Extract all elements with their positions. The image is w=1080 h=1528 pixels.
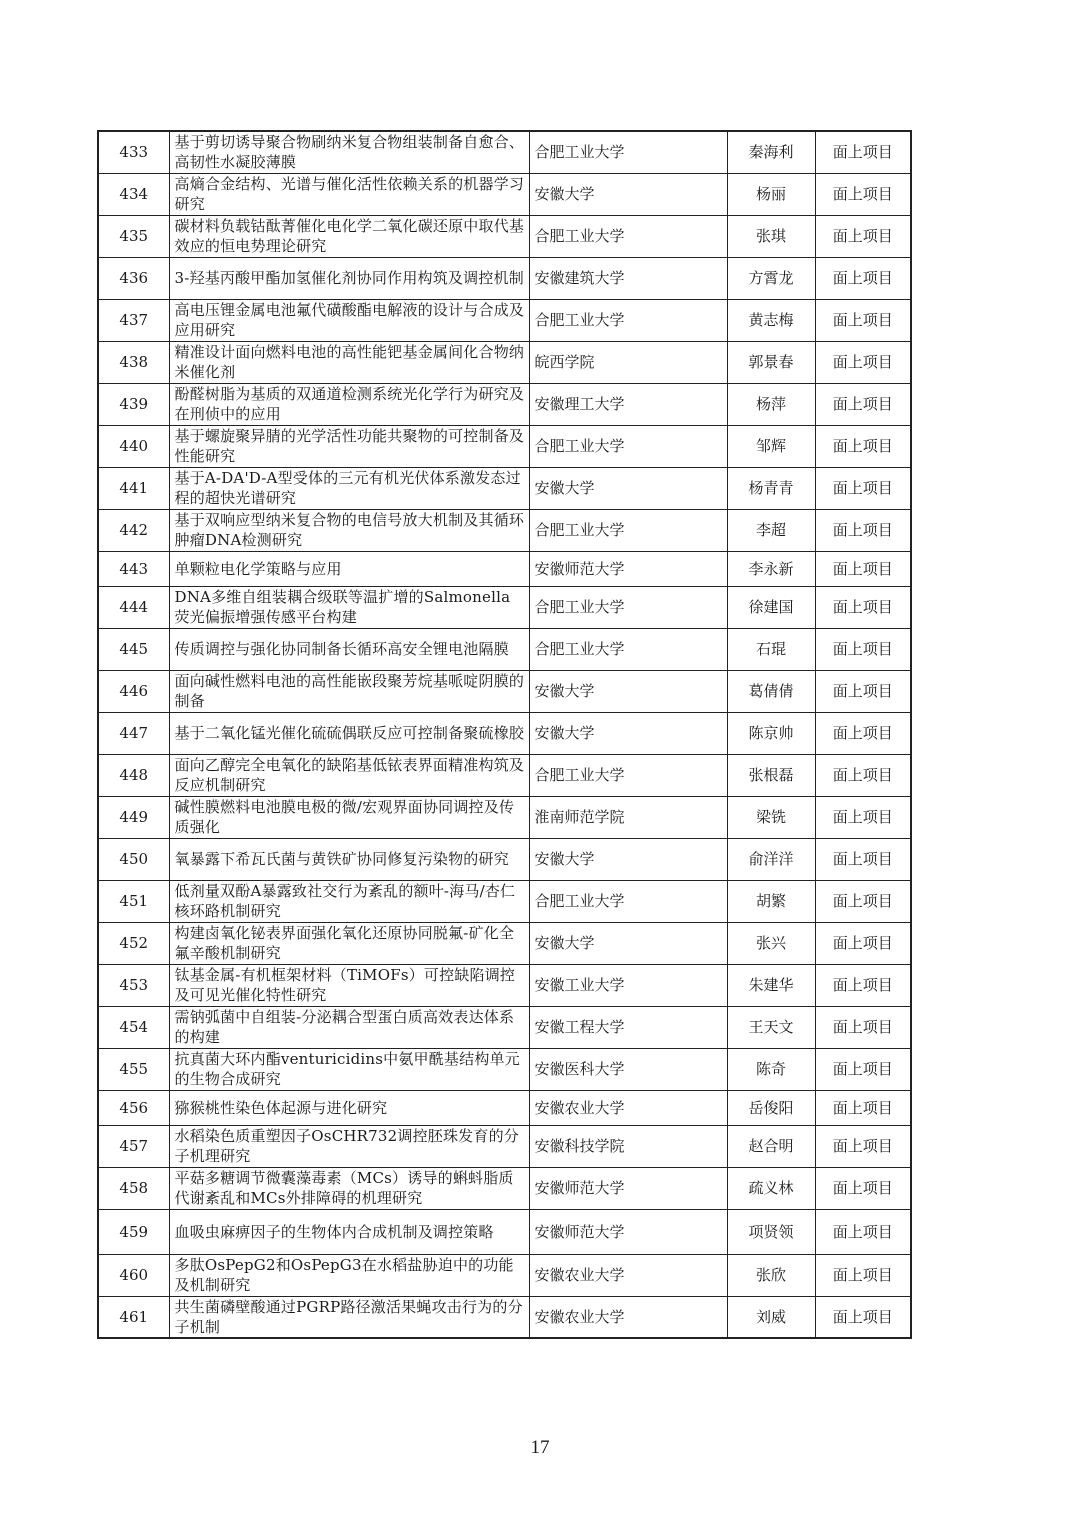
- project-title-cell: 基于双响应型纳米复合物的电信号放大机制及其循环肿瘤DNA检测研究: [169, 509, 529, 551]
- institution-cell: 合肥工业大学: [529, 880, 727, 922]
- investigator-cell: 朱建华: [727, 964, 815, 1006]
- table-row: [98, 467, 911, 509]
- row-number-cell: 459: [98, 1209, 169, 1254]
- table-row: [98, 1125, 911, 1167]
- investigator-cell: 郭景春: [727, 341, 815, 383]
- project-title-cell: 基于剪切诱导聚合物刷纳米复合物组装制备自愈合、高韧性水凝胶薄膜: [169, 131, 529, 173]
- row-number-cell: 438: [98, 341, 169, 383]
- row-number-cell: 445: [98, 628, 169, 670]
- project-type-cell: 面上项目: [815, 1125, 911, 1167]
- table-row: [98, 509, 911, 551]
- row-number-cell: 451: [98, 880, 169, 922]
- project-title-cell: DNA多维自组装耦合级联等温扩增的Salmonella荧光偏振增强传感平台构建: [169, 586, 529, 628]
- project-title-cell: 抗真菌大环内酯venturicidins中氨甲酰基结构单元的生物合成研究: [169, 1048, 529, 1090]
- project-type-cell: 面上项目: [815, 299, 911, 341]
- project-type-cell: 面上项目: [815, 509, 911, 551]
- institution-cell: 安徽大学: [529, 467, 727, 509]
- project-type-cell: 面上项目: [815, 551, 911, 586]
- row-number-cell: 434: [98, 173, 169, 215]
- project-title-cell: 多肽OsPepG2和OsPepG3在水稻盐胁迫中的功能及机制研究: [169, 1254, 529, 1296]
- institution-cell: 安徽医科大学: [529, 1048, 727, 1090]
- table-row: [98, 838, 911, 880]
- project-title-cell: 3-羟基丙酸甲酯加氢催化剂协同作用构筑及调控机制: [169, 257, 529, 299]
- table-row: [98, 880, 911, 922]
- project-type-cell: 面上项目: [815, 173, 911, 215]
- row-number-cell: 433: [98, 131, 169, 173]
- project-title-cell: 需钠弧菌中自组装-分泌耦合型蛋白质高效表达体系的构建: [169, 1006, 529, 1048]
- table-row: [98, 425, 911, 467]
- investigator-cell: 张兴: [727, 922, 815, 964]
- project-type-cell: 面上项目: [815, 1006, 911, 1048]
- institution-cell: 合肥工业大学: [529, 509, 727, 551]
- project-title-cell: 水稻染色质重塑因子OsCHR732调控胚珠发育的分子机理研究: [169, 1125, 529, 1167]
- project-type-cell: 面上项目: [815, 670, 911, 712]
- project-title-cell: 构建卤氧化铋表界面强化氧化还原协同脱氟-矿化全氟辛酸机制研究: [169, 922, 529, 964]
- project-type-cell: 面上项目: [815, 131, 911, 173]
- institution-cell: 合肥工业大学: [529, 131, 727, 173]
- row-number-cell: 460: [98, 1254, 169, 1296]
- institution-cell: 安徽科技学院: [529, 1125, 727, 1167]
- project-type-cell: 面上项目: [815, 838, 911, 880]
- project-type-cell: 面上项目: [815, 1090, 911, 1125]
- project-title-cell: 精准设计面向燃料电池的高性能钯基金属间化合物纳米催化剂: [169, 341, 529, 383]
- table-row: [98, 1296, 911, 1338]
- table-row: [98, 383, 911, 425]
- table-row: [98, 215, 911, 257]
- investigator-cell: 邹辉: [727, 425, 815, 467]
- project-title-cell: 单颗粒电化学策略与应用: [169, 551, 529, 586]
- investigator-cell: 王天文: [727, 1006, 815, 1048]
- row-number-cell: 449: [98, 796, 169, 838]
- project-type-cell: 面上项目: [815, 1209, 911, 1254]
- institution-cell: 安徽大学: [529, 670, 727, 712]
- project-type-cell: 面上项目: [815, 1254, 911, 1296]
- institution-cell: 合肥工业大学: [529, 299, 727, 341]
- project-title-cell: 低剂量双酚A暴露致社交行为紊乱的额叶-海马/杏仁核环路机制研究: [169, 880, 529, 922]
- row-number-cell: 454: [98, 1006, 169, 1048]
- table-row: [98, 299, 911, 341]
- investigator-cell: 张根磊: [727, 754, 815, 796]
- project-type-cell: 面上项目: [815, 341, 911, 383]
- project-title-cell: 高熵合金结构、光谱与催化活性依赖关系的机器学习研究: [169, 173, 529, 215]
- institution-cell: 合肥工业大学: [529, 425, 727, 467]
- investigator-cell: 张欣: [727, 1254, 815, 1296]
- institution-cell: 安徽大学: [529, 922, 727, 964]
- project-title-cell: 面向乙醇完全电氧化的缺陷基低铱表界面精准构筑及反应机制研究: [169, 754, 529, 796]
- investigator-cell: 陈京帅: [727, 712, 815, 754]
- table-row: [98, 173, 911, 215]
- institution-cell: 合肥工业大学: [529, 215, 727, 257]
- project-type-cell: 面上项目: [815, 215, 911, 257]
- project-type-cell: 面上项目: [815, 964, 911, 1006]
- row-number-cell: 436: [98, 257, 169, 299]
- institution-cell: 安徽农业大学: [529, 1254, 727, 1296]
- project-title-cell: 血吸虫麻痹因子的生物体内合成机制及调控策略: [169, 1209, 529, 1254]
- project-type-cell: 面上项目: [815, 712, 911, 754]
- project-title-cell: 共生菌磷壁酸通过PGRP路径激活果蝇攻击行为的分子机制: [169, 1296, 529, 1338]
- project-type-cell: 面上项目: [815, 796, 911, 838]
- project-title-cell: 碳材料负载钴酞菁催化电化学二氧化碳还原中取代基效应的恒电势理论研究: [169, 215, 529, 257]
- investigator-cell: 李超: [727, 509, 815, 551]
- project-title-cell: 平菇多糖调节微囊藻毒素（MCs）诱导的蝌蚪脂质代谢紊乱和MCs外排障碍的机理研究: [169, 1167, 529, 1209]
- investigator-cell: 赵合明: [727, 1125, 815, 1167]
- institution-cell: 安徽农业大学: [529, 1296, 727, 1338]
- investigator-cell: 项贤领: [727, 1209, 815, 1254]
- institution-cell: 皖西学院: [529, 341, 727, 383]
- institution-cell: 安徽大学: [529, 712, 727, 754]
- row-number-cell: 437: [98, 299, 169, 341]
- row-number-cell: 441: [98, 467, 169, 509]
- institution-cell: 安徽农业大学: [529, 1090, 727, 1125]
- row-number-cell: 448: [98, 754, 169, 796]
- row-number-cell: 443: [98, 551, 169, 586]
- table-row: [98, 922, 911, 964]
- table-row: [98, 1254, 911, 1296]
- row-number-cell: 453: [98, 964, 169, 1006]
- table-row: [98, 1048, 911, 1090]
- project-title-cell: 传质调控与强化协同制备长循环高安全锂电池隔膜: [169, 628, 529, 670]
- table-row: [98, 628, 911, 670]
- investigator-cell: 胡繁: [727, 880, 815, 922]
- investigator-cell: 俞洋洋: [727, 838, 815, 880]
- row-number-cell: 440: [98, 425, 169, 467]
- table-row: [98, 796, 911, 838]
- table-row: [98, 131, 911, 173]
- institution-cell: 安徽大学: [529, 838, 727, 880]
- institution-cell: 淮南师范学院: [529, 796, 727, 838]
- row-number-cell: 455: [98, 1048, 169, 1090]
- project-title-cell: 钛基金属-有机框架材料（TiMOFs）可控缺陷调控及可见光催化特性研究: [169, 964, 529, 1006]
- investigator-cell: 葛倩倩: [727, 670, 815, 712]
- project-title-cell: 碱性膜燃料电池膜电极的微/宏观界面协同调控及传质强化: [169, 796, 529, 838]
- project-title-cell: 氧暴露下希瓦氏菌与黄铁矿协同修复污染物的研究: [169, 838, 529, 880]
- institution-cell: 安徽师范大学: [529, 1167, 727, 1209]
- project-type-cell: 面上项目: [815, 425, 911, 467]
- table-row: [98, 712, 911, 754]
- row-number-cell: 461: [98, 1296, 169, 1338]
- investigator-cell: 石琨: [727, 628, 815, 670]
- project-title-cell: 基于A-DA'D-A型受体的三元有机光伏体系激发态过程的超快光谱研究: [169, 467, 529, 509]
- project-type-cell: 面上项目: [815, 586, 911, 628]
- project-title-cell: 面向碱性燃料电池的高性能嵌段聚芳烷基哌啶阴膜的制备: [169, 670, 529, 712]
- institution-cell: 安徽建筑大学: [529, 257, 727, 299]
- project-type-cell: 面上项目: [815, 922, 911, 964]
- investigator-cell: 杨丽: [727, 173, 815, 215]
- institution-cell: 合肥工业大学: [529, 754, 727, 796]
- row-number-cell: 458: [98, 1167, 169, 1209]
- investigator-cell: 杨萍: [727, 383, 815, 425]
- investigator-cell: 李永新: [727, 551, 815, 586]
- project-type-cell: 面上项目: [815, 1296, 911, 1338]
- investigator-cell: 黄志梅: [727, 299, 815, 341]
- investigator-cell: 方霄龙: [727, 257, 815, 299]
- institution-cell: 安徽理工大学: [529, 383, 727, 425]
- institution-cell: 安徽师范大学: [529, 551, 727, 586]
- table-row: [98, 964, 911, 1006]
- project-type-cell: 面上项目: [815, 467, 911, 509]
- row-number-cell: 457: [98, 1125, 169, 1167]
- row-number-cell: 450: [98, 838, 169, 880]
- project-type-cell: 面上项目: [815, 880, 911, 922]
- table-row: [98, 1090, 911, 1125]
- row-number-cell: 452: [98, 922, 169, 964]
- project-title-cell: 酚醛树脂为基质的双通道检测系统光化学行为研究及在刑侦中的应用: [169, 383, 529, 425]
- row-number-cell: 442: [98, 509, 169, 551]
- table-row: [98, 551, 911, 586]
- table-row: [98, 1209, 911, 1254]
- table-row: [98, 341, 911, 383]
- page-number: 17: [530, 1437, 550, 1458]
- project-type-cell: 面上项目: [815, 383, 911, 425]
- project-title-cell: 高电压锂金属电池氟代磺酸酯电解液的设计与合成及应用研究: [169, 299, 529, 341]
- investigator-cell: 梁铣: [727, 796, 815, 838]
- project-title-cell: 基于螺旋聚异腈的光学活性功能共聚物的可控制备及性能研究: [169, 425, 529, 467]
- row-number-cell: 456: [98, 1090, 169, 1125]
- investigator-cell: 秦海利: [727, 131, 815, 173]
- project-type-cell: 面上项目: [815, 1048, 911, 1090]
- table-row: [98, 257, 911, 299]
- table-body: [98, 131, 911, 1338]
- project-type-cell: 面上项目: [815, 754, 911, 796]
- table-row: [98, 586, 911, 628]
- row-number-cell: 447: [98, 712, 169, 754]
- institution-cell: 合肥工业大学: [529, 628, 727, 670]
- investigator-cell: 疏义林: [727, 1167, 815, 1209]
- project-type-cell: 面上项目: [815, 628, 911, 670]
- investigator-cell: 徐建国: [727, 586, 815, 628]
- institution-cell: 安徽大学: [529, 173, 727, 215]
- investigator-cell: 杨青青: [727, 467, 815, 509]
- row-number-cell: 439: [98, 383, 169, 425]
- row-number-cell: 444: [98, 586, 169, 628]
- investigator-cell: 岳俊阳: [727, 1090, 815, 1125]
- investigator-cell: 陈奇: [727, 1048, 815, 1090]
- row-number-cell: 446: [98, 670, 169, 712]
- table-row: [98, 670, 911, 712]
- institution-cell: 合肥工业大学: [529, 586, 727, 628]
- institution-cell: 安徽师范大学: [529, 1209, 727, 1254]
- table-row: [98, 1167, 911, 1209]
- institution-cell: 安徽工业大学: [529, 964, 727, 1006]
- table-row: [98, 754, 911, 796]
- institution-cell: 安徽工程大学: [529, 1006, 727, 1048]
- project-title-cell: 基于二氧化锰光催化硫硫偶联反应可控制备聚硫橡胶: [169, 712, 529, 754]
- investigator-cell: 张琪: [727, 215, 815, 257]
- row-number-cell: 435: [98, 215, 169, 257]
- table-row: [98, 1006, 911, 1048]
- investigator-cell: 刘威: [727, 1296, 815, 1338]
- project-type-cell: 面上项目: [815, 257, 911, 299]
- project-table: [97, 130, 912, 1339]
- project-title-cell: 猕猴桃性染色体起源与进化研究: [169, 1090, 529, 1125]
- project-type-cell: 面上项目: [815, 1167, 911, 1209]
